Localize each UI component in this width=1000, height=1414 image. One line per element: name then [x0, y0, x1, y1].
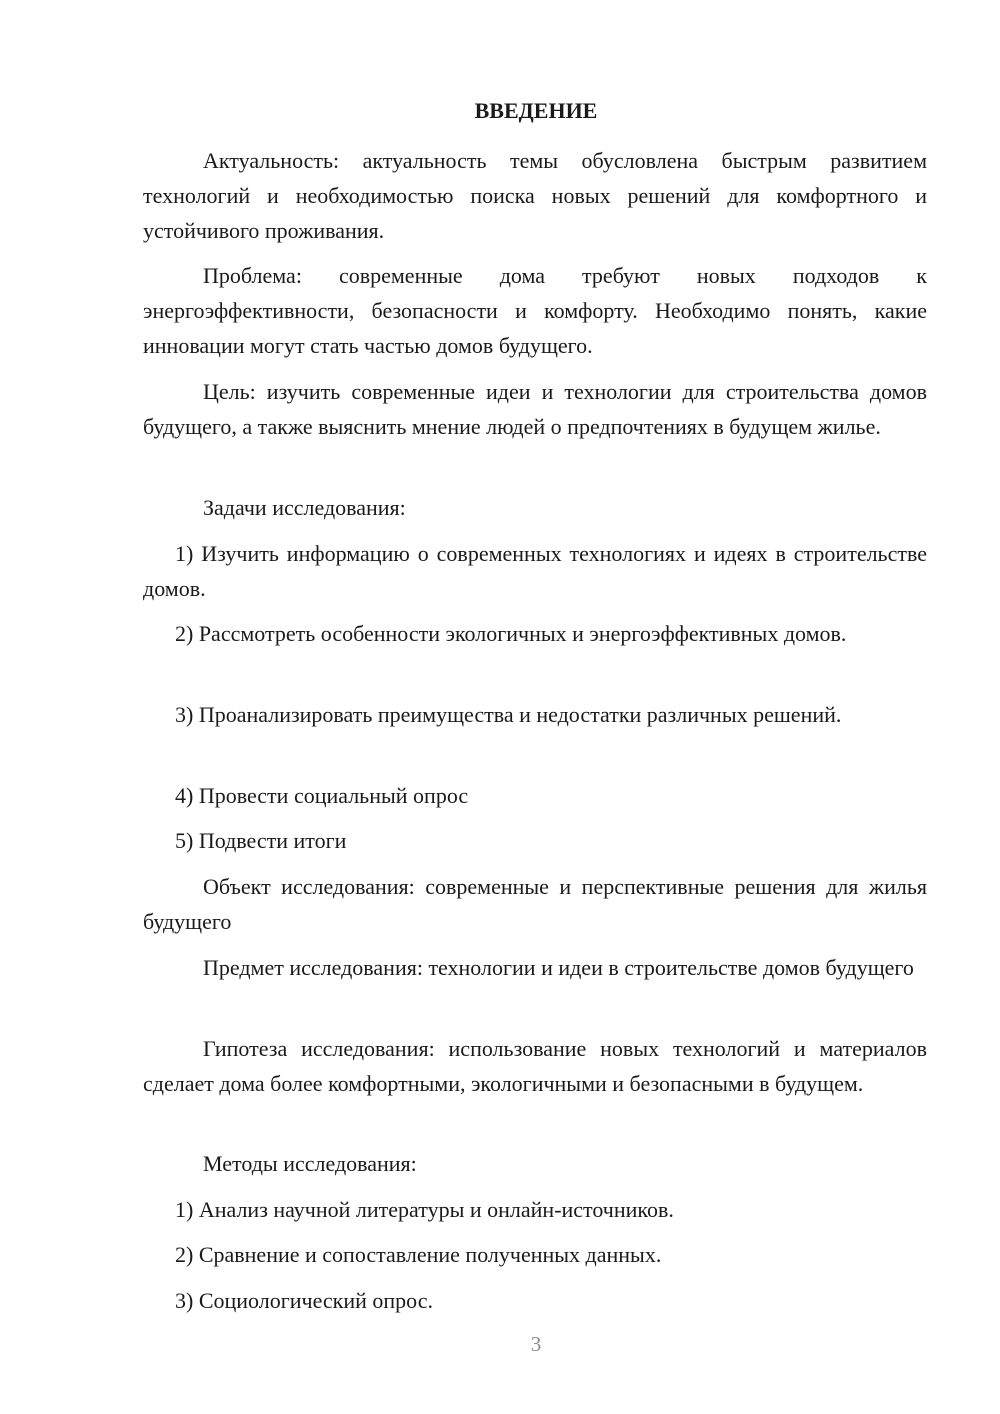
problem-paragraph: Проблема: современные дома требуют новых подходов к энергоэффективности, безопасности и комфорту. Необходимо понять, какие инновации могут стать частью домов будущего. — [143, 263, 927, 358]
section-title: ВВЕДЕНИЕ — [474, 98, 598, 123]
task-item-4: 4) Провести социальный опрос — [175, 783, 469, 808]
method-item-1: 1) Анализ научной литературы и онлайн-источников. — [175, 1197, 674, 1222]
goal-paragraph: Цель: изучить современные идеи и технологии для строительства домов будущего, а также выяснить мнение людей о предпочтениях в будущем жилье. — [143, 379, 927, 439]
subject-paragraph: Предмет исследования: технологии и идеи в строительстве домов будущего — [203, 955, 914, 980]
tasks-heading: Задачи исследования: — [203, 495, 406, 520]
object-paragraph: Объект исследования: современные и перспективные решения для жилья будущего — [143, 874, 927, 934]
task-item-1: 1) Изучить информацию о современных технологиях и идеях в строительстве домов. — [143, 541, 927, 601]
page-number: 3 — [530, 1332, 542, 1356]
relevance-paragraph: Актуальность: актуальность темы обусловлена быстрым развитием технологий и необходимостью поиска новых решений для комфортного и устойчивого проживания. — [143, 148, 927, 243]
task-item-3: 3) Проанализировать преимущества и недостатки различных решений. — [175, 702, 842, 727]
hypothesis-paragraph: Гипотеза исследования: использование новых технологий и материалов сделает дома более комфортными, экологичными и безопасными в будущем. — [143, 1036, 927, 1096]
task-item-5: 5) Подвести итоги — [175, 828, 347, 853]
methods-heading: Методы исследования: — [203, 1151, 417, 1176]
method-item-2: 2) Сравнение и сопоставление полученных данных. — [175, 1242, 662, 1267]
task-item-2: 2) Рассмотреть особенности экологичных и энергоэффективных домов. — [175, 621, 847, 646]
method-item-3: 3) Социологический опрос. — [175, 1288, 433, 1313]
